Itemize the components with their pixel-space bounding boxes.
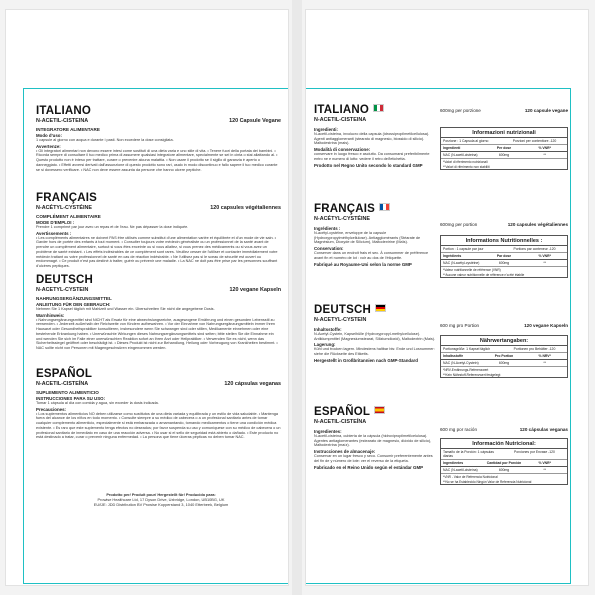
- made-in-text: Fabriqué au Royaume-Uni selon la norme GMP: [314, 261, 412, 267]
- table-header: Ingredienti Per dose % VNR*: [441, 145, 567, 152]
- lang-heading: DEUTSCH: [314, 304, 371, 316]
- ingredients-heading: Ingrédients :: [314, 226, 341, 231]
- product-name: N-ACETIL-CISTEINA: [36, 118, 89, 124]
- capsule-count: 120 vegane Kapseln: [229, 287, 281, 293]
- footnote-2: **Aucune valeur nutritionnelle de référence n'a été établie: [443, 272, 525, 277]
- lang-heading: FRANÇAIS: [36, 192, 98, 204]
- serving-size: Tamaño de la Porción: 1 cápsulas diarias: [443, 450, 494, 458]
- capsule-count: 120 Capsule Vegane: [229, 118, 281, 124]
- storage-heading: Lagerung:: [314, 342, 336, 348]
- servings-per-container: Portionen pro Behälter -120: [513, 347, 556, 351]
- warnings-heading: Warnhinweis:: [36, 312, 65, 318]
- product-name: N-ACETYL-CYSTEIN: [36, 287, 89, 293]
- section-espanol: [36, 368, 281, 440]
- usage-heading: MODE D'EMPLOI :: [36, 220, 75, 225]
- servings-per-container: Porciones por Envase -120: [514, 450, 555, 454]
- product-name: N-ACÉTYL-CYSTÉINE: [36, 205, 93, 211]
- warnings-heading: Precauciones:: [36, 406, 67, 412]
- ingredients-heading: Inhaltsstoffe:: [314, 327, 342, 332]
- lang-heading: ITALIANO: [36, 105, 92, 117]
- nutrition-table: [440, 235, 568, 278]
- usage-text: 1 capsule al giorno con acqua e durante i pasti. Non eccedere la dose consigliata.: [36, 138, 174, 142]
- servings-per-container: Porzioni per contenitore -120: [512, 139, 557, 143]
- table-header: Inhaltsstoffe Pro Portion % NRV*: [441, 353, 567, 360]
- dose-per-serving: 600 mg por ración: [440, 427, 478, 432]
- serving-size: Portion : 1 capsule par jour: [443, 247, 484, 251]
- ingredients-text: N-Acetyl-Cystein, Kapselhülle (Hydroxypropyl-methylcellulose). Antiklumpmittel (Magnesiumstearat, Siliziumdioxid), Maltodextrin (Mais).: [314, 332, 436, 341]
- dose-per-serving: 600mg per portion: [440, 222, 478, 227]
- lang-heading: ESPAÑOL: [36, 368, 93, 380]
- capsule-count: 120 cápsulas veganas: [519, 427, 568, 432]
- storage-text: Kühl und trocken lagern. Mindestens haltbar bis: Ende und Losnummer: siehe die Rückseite des Etiketts.: [314, 347, 435, 357]
- usage-text: Nehmen Sie 1 Kapsel täglich mit Mahlzeit und Wasser ein. Überschreiten Sie nicht die angegebene Dosis.: [36, 307, 215, 311]
- germany-flag-icon: [375, 304, 386, 312]
- table-row: NAC (N-acetil-cisteína) 600mg **: [441, 467, 567, 474]
- table-header: Ingrédients Par dose % VNR*: [441, 253, 567, 260]
- warnings-heading: Avvertenze:: [36, 143, 61, 149]
- spain-flag-icon: [374, 406, 385, 414]
- lang-heading: ESPAÑOL: [314, 406, 371, 418]
- made-in-text: Prodotto nel Regno Unito secondo lo standard GMP: [314, 162, 423, 168]
- footnote-1: *Valori di riferimento nutrizionali: [443, 159, 488, 164]
- warnings-text: • Los suplementos alimenticios NO deben utilizarse como sustitutos de una dieta variada y equilibrada y un estilo de vida saludable. • Mantenga fuera del alcance de los niños en todo momento. • Consulte siempre a su médico de cabecera o a un profesional sanitario antes de tomar cualquier complemento alimenticio, especialmente si está embarazada o amamantando, tomando medicamentos o tiene una condición médica existente. • Es raro que este suplemento tenga efectos no deseados; por favor suspenda su uso y comuníquese con su médico de cabecera o un profesional sanitario de inmediato en caso de una reacción adversa. • No usar si el sello de seguridad está abierto o dañado. • Este producto no está destinado a tratar, curar o prevenir ninguna enfermedad. • La persona que tiene úlceras pépticas no deben tomar NAC.: [36, 411, 281, 440]
- nutrition-table: [440, 127, 568, 170]
- section-deutsch-info: [314, 304, 436, 363]
- footer-line-1: Prodotto per/ Produit pour/ Hergestellt für/ Producido para:: [106, 492, 216, 497]
- serving-size: Porzione : 1 Capsula al giorno: [443, 139, 489, 143]
- ingredients-text: N-acetil-cisteína, cubierta de la cápsula (hidroxipropilmetilcelulosa). Agentes antiaglomerantes (estearato de magnesio, dióxido de silicio), Maltodextrina (maíz).: [314, 434, 432, 448]
- footnote-1: *NRV-Ernährungs-Referenzwert: [443, 367, 489, 372]
- storage-text: conservare in luogo fresco e asciutto. Da consumarsi preferibilmente entro ne e numero di lotto: vedere il retro dell'etichetta.: [314, 152, 430, 161]
- page-gutter: [292, 0, 302, 595]
- category: NAHRUNGSERGÄNZUNGSMITTEL: [36, 296, 112, 301]
- warnings-text: • Les compléments alimentaires ne doivent PAS être utilisés comme substitut d'une alimentation variée et équilibrée et d'un mode de vie sain. • Garder hors de portée des enfants à tout moment. • Consulter toujours votre médecin généraliste ou un professionnel de la santé avant de prendre un complément alimentaire, surtout si vous êtes enceinte ou si vous allaitez, si vous prenez des médicaments ou si vous avez un problème de santé existant. • Les effets indésirables de ce complément sont rares. Veuillez cesser de l'utiliser et contacter immédiatement votre médecin traitant ou votre professionnel de santé en cas de réaction indésirable. • Ne l'utilisez pas si le sceau de sécurité est ouvert ou endommagé. • Ce produit n'est pas destiné à traiter, guérir ou prévenir une maladie. • La NAC ne doit pas être prise par les personnes souffrant d'ulcères peptiques.: [36, 235, 278, 268]
- product-name: N-ACETIL-CISTEÍNA: [314, 419, 367, 425]
- nutrition-table: [440, 438, 568, 485]
- storage-text: Conserver dans un endroit frais et sec. À consommer de préférence avant fin et numéro de lot : voir au dos de l'étiquette.: [314, 251, 429, 260]
- footnote-1: *VNR - Valor de Referencia Nutricional: [443, 474, 498, 479]
- footnote-2: **Valori di riferimento non stabiliti: [443, 164, 490, 169]
- nutrition-table: [440, 335, 568, 378]
- footnote-2: **Kein Nährstoff-Referenzwert festgelegt: [443, 372, 501, 377]
- ingredients-heading: Ingredienti:: [314, 127, 338, 132]
- category: INTEGRATORE ALIMENTARE: [36, 127, 100, 132]
- ingredients-text: N-acétyl-cystéine, enveloppe de la capsule (Hydroxypropylméthylcellulose). Antiagglomérants (Stéarate de Magnésium, Dioxyde de Silicium), Maltodextrine (Maïs).: [314, 231, 421, 245]
- footnote-1: *Valeur nutritionnelle de référence (VNR): [443, 267, 501, 272]
- table-row: NAC (N-acétyl-cystéine) 600mg **: [441, 260, 567, 267]
- section-italiano-info: [314, 104, 436, 168]
- italy-flag-icon: [373, 104, 384, 112]
- lang-heading: ITALIANO: [314, 104, 370, 116]
- footnote-2: **No se ha Establecido Ningún Valor de Referencia Nutricional: [443, 479, 532, 484]
- product-name: N-ACETIL-CISTEÍNA: [36, 381, 89, 387]
- nutrition-title: Información Nutricional:: [441, 439, 567, 449]
- usage-text: Tomar 1 cápsula al día con comida y agua, sin exceder la dosis indicada.: [36, 401, 159, 405]
- capsule-count: 120 cápsulas veganas: [224, 381, 281, 387]
- nutrition-title: Informazioni nutrizionali: [441, 128, 567, 138]
- product-name: N-ACETIL-CISTEINA: [314, 117, 367, 123]
- section-italiano: [36, 105, 281, 172]
- storage-text: Conservar en un lugar fresco y seco. Consumir preferentemente antes del fin de y número de lote: ver el reverso de la etiqueta.: [314, 454, 433, 463]
- right-label-panel: [305, 9, 589, 586]
- table-row: NAC (N-acetil-cisteina) 600mg **: [441, 152, 567, 159]
- dose-per-serving: 600 mg pro Portion: [440, 323, 480, 328]
- category: SUPLEMENTO ALIMENTICIO: [36, 390, 99, 395]
- dose-per-serving: 600mg per porzione: [440, 108, 481, 113]
- serving-size: Portionsgröße: 1 Kapsel täglich: [443, 347, 491, 351]
- france-flag-icon: [379, 203, 390, 211]
- section-deutsch: [36, 274, 281, 351]
- storage-heading: Modalità di conservazione:: [314, 147, 371, 153]
- nutrition-title: Nährwertangaben:: [441, 336, 567, 346]
- table-header: Ingredientes Cantidad por Porción % VNR*: [441, 460, 567, 467]
- warnings-heading: Avertissements :: [36, 230, 72, 236]
- category: COMPLÉMENT ALIMENTAIRE: [36, 214, 101, 219]
- usage-text: Prendre 1 comprimé par jour avec un repas et de l'eau. Ne pas dépasser la dose indiquée.: [36, 225, 189, 229]
- usage-heading: Modo d'uso:: [36, 133, 62, 138]
- footer-line-3: EU/ÜE: JDD Distribution BV Prowise Kopperstand 3, 1040 Etterbeek, Belgium: [93, 501, 229, 507]
- nutrition-title: Informations Nutritionnelles :: [441, 236, 567, 246]
- made-in-text: Hergestellt in Großbritannien nach GMP-Standard: [314, 357, 418, 363]
- ingredients-heading: Ingredientes:: [314, 429, 342, 434]
- storage-heading: Instrucciones de almacenaje:: [314, 449, 376, 455]
- left-label-panel: [5, 9, 289, 586]
- footer-line-2: Prowise Healthcare Ltd, 17 Dyson Drive, Uxbridge, London, UB10BG, UK: [97, 496, 225, 502]
- section-francais-info: [314, 203, 436, 267]
- servings-per-container: Portions par conteneur -120: [513, 247, 556, 251]
- capsule-count: 120 capsule vegane: [524, 108, 568, 113]
- section-espanol-info: [314, 406, 436, 470]
- lang-heading: DEUTSCH: [36, 274, 93, 286]
- usage-heading: INSTRUCCIONES PARA SU USO:: [36, 396, 106, 401]
- table-row: NAC (N-Acetyl-Cystein) 600mg **: [441, 360, 567, 367]
- warnings-text: • Nahrungsergänzungsmittel sind NICHT als Ersatz für eine abwechslungsreiche, ausgewogene Ernährung und einen gesunden Lebensstil zu verwenden. • Jederzeit außerhalb der Reichweite von Kindern aufbewahren. • Vor der Einnahme von Nahrungsergänzungsmitteln immer Ihren Hausarzt oder Gesundheitspraktiker konsultieren, insbesondere wenn Sie schwanger sind oder stillen, Medikamente einnehmen oder eine bestehende Erkrankung haben. • Unerwünschte Wirkungen dieses Nahrungsergänzungsmittels sind selten; bitte stellen Sie die Einnahme ein und wenden Sie sich im Falle einer unerwünschten Reaktion sofort an Ihren Arzt oder Heilpraktiker. • Verwenden Sie es nicht, wenn das Sicherheitssiegel geöffnet oder beschädigt ist. • Dieses Produkt ist nicht zur Behandlung, Heilung oder Vorbeugung von Krankheiten bestimmt. • NAC sollte nicht von Personen mit Magengeschwüren eingenommen werden.: [36, 317, 278, 350]
- made-in-text: Fabricado en el Reino Unido según el estándar GMP: [314, 464, 424, 470]
- product-name: N-ACETYL-CYSTEIN: [314, 317, 367, 323]
- product-name: N-ACÉTYL-CYSTÉINE: [314, 216, 371, 222]
- lang-heading: FRANÇAIS: [314, 203, 376, 215]
- capsule-count: 120 vegane Kapseln: [524, 323, 568, 328]
- capsule-count: 120 capsules végétaliennes: [210, 205, 281, 211]
- usage-heading: ANLEITUNG FÜR DEN GEBRAUCH:: [36, 302, 111, 307]
- capsule-count: 120 capsules végétaliennes: [507, 222, 568, 227]
- warnings-text: • Gli integratori alimentari non devono essere intesi come sostituti di una dieta varia e uno stile di vita. • Tenere fuori della portata dei bambini. • Ricorda sempre di consultare il tuo medico prima di assumere qualsiasi integratore alimentare, specialmente se sei in cinta o stai allattando al. • Questo prodotto non è inteso per trattare, curare o prevenire alcuna malattia. • Non usare il prodotto se il sigillo di garanzia è aperto o danneggiato. • Effetti avversi derivati dall'assunzione di questo prodotto sono rari, usalo in modo discontinuo e fallo sapere il tuo medico curante se si dovessero verificare. • NAC non deve essere assunta da persone che hanno ulcere peptiche.: [36, 148, 278, 172]
- storage-heading: Conservation:: [314, 246, 344, 252]
- section-francais: [36, 192, 281, 269]
- ingredients-text: N-acetil-cisteina, involucro della capsula (idrossipropilmetilcellulosa). Agenti antiagglomeranti (stearato di magnesio, biossido di silicio). Maltodestrina (mais).: [314, 132, 430, 146]
- manufacturer-footer: [61, 493, 261, 507]
